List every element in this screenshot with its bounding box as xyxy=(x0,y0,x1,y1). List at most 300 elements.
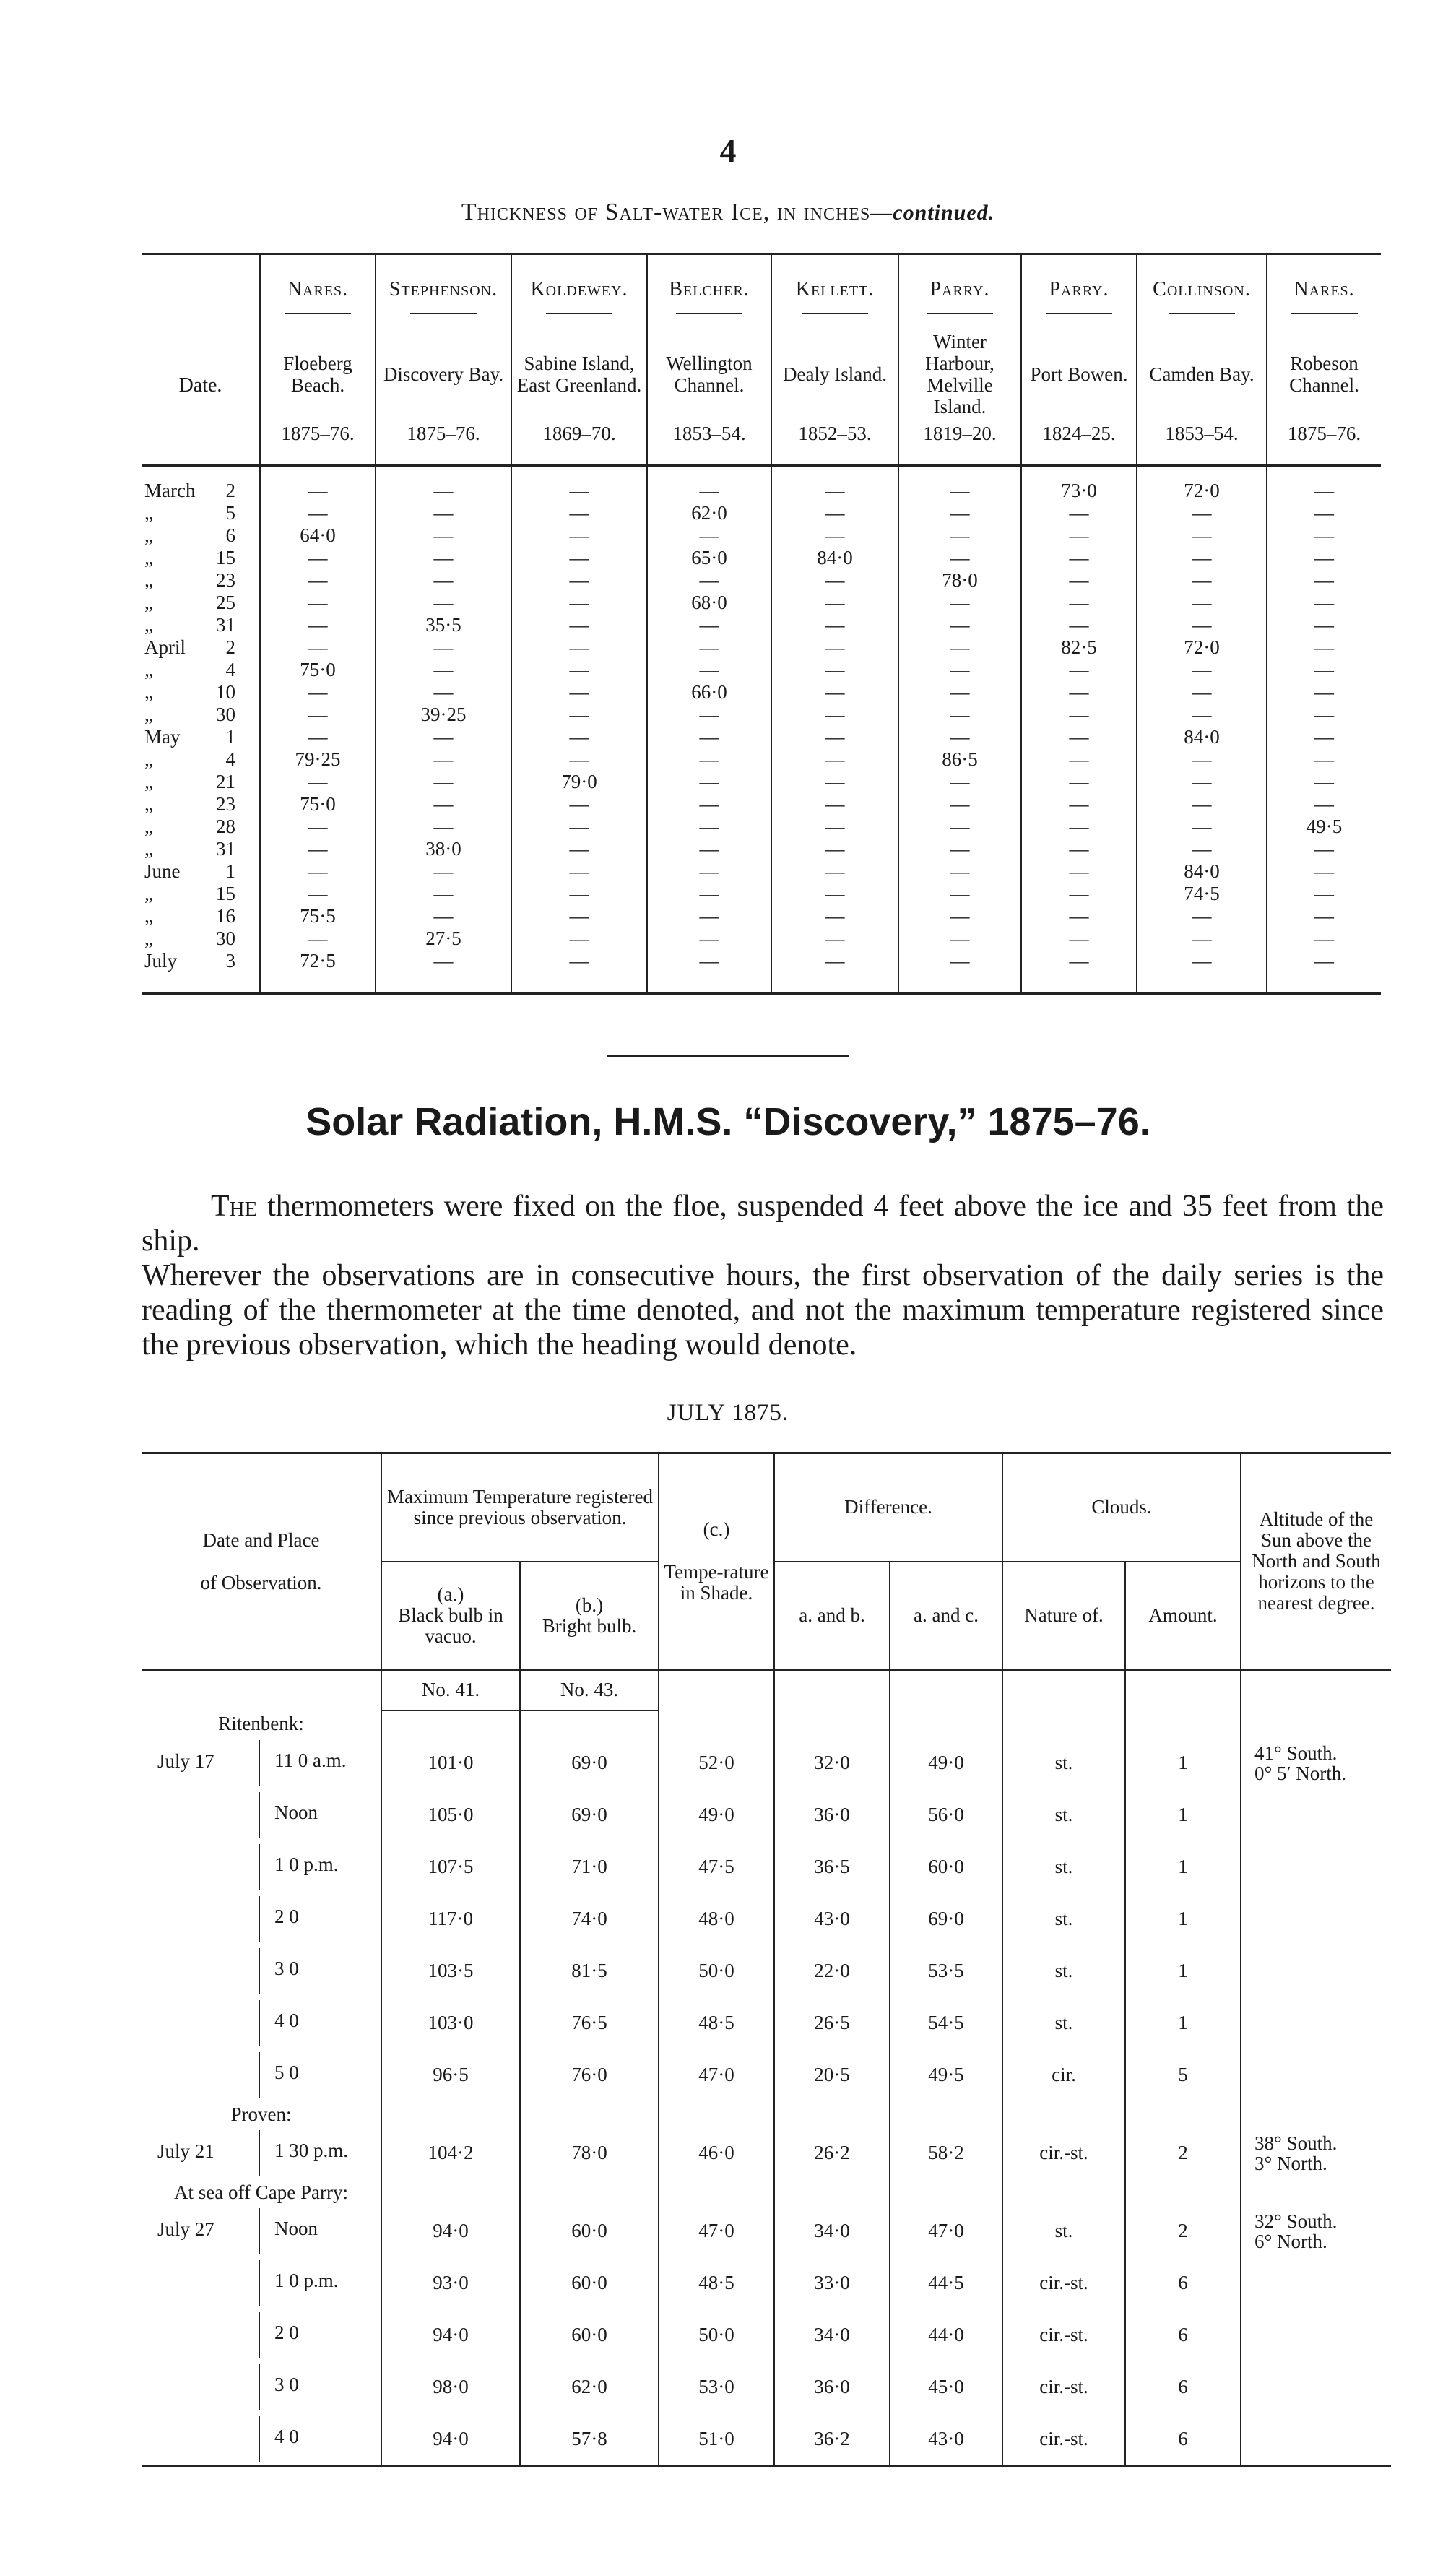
thickness-cell: — xyxy=(511,592,647,614)
value-cell-ab: 36·0 xyxy=(774,1789,890,1841)
value-cell-a: 117·0 xyxy=(381,1893,520,1945)
thickness-cell: — xyxy=(898,950,1021,994)
observer-years: 1869–70. xyxy=(542,423,616,444)
thickness-cell: 79·0 xyxy=(511,771,647,793)
observer-location xyxy=(376,331,511,418)
date-column-header xyxy=(142,254,260,466)
thickness-cell: — xyxy=(511,659,647,681)
thickness-cell: — xyxy=(511,860,647,883)
diff-ab-header: a. and b. xyxy=(774,1562,890,1670)
observer-name: Belcher. xyxy=(669,278,750,300)
thickness-cell: — xyxy=(1267,466,1381,503)
date-cell xyxy=(142,883,260,905)
thickness-cell: — xyxy=(898,816,1021,838)
thickness-cell: 84·0 xyxy=(1137,860,1267,883)
value-cell-amount: 1 xyxy=(1125,1841,1241,1893)
thickness-cell: — xyxy=(1021,524,1137,547)
value-cell-c: 48·5 xyxy=(659,1997,774,2049)
value-cell-nature: st. xyxy=(1002,1789,1125,1841)
value-cell-ab: 33·0 xyxy=(774,2257,890,2309)
thickness-cell: — xyxy=(1267,927,1381,950)
thickness-cell: — xyxy=(511,816,647,838)
thickness-cell: — xyxy=(376,466,511,503)
place-row xyxy=(142,2101,1391,2127)
value-cell-c: 51·0 xyxy=(659,2413,774,2467)
thickness-cell: — xyxy=(898,883,1021,905)
thickness-cell: — xyxy=(1267,502,1381,524)
date-month: June xyxy=(144,860,181,882)
thickness-cell: — xyxy=(1021,502,1137,524)
page-number: 4 xyxy=(719,132,737,169)
thickness-cell: — xyxy=(376,524,511,547)
row-time: 3 0 xyxy=(259,2364,299,2410)
value-cell-ac: 58·2 xyxy=(890,2127,1002,2179)
thickness-cell: 65·0 xyxy=(647,547,771,569)
date-cell xyxy=(142,466,260,503)
date-day: 21 xyxy=(216,771,235,792)
thickness-cell: — xyxy=(1137,614,1267,636)
date-month: April xyxy=(144,636,186,658)
location-text: Winter Harbour, Melville Island. xyxy=(925,331,994,418)
thickness-cell: — xyxy=(376,502,511,524)
thickness-cell: — xyxy=(771,883,898,905)
value-cell-ab: 26·2 xyxy=(774,2127,890,2179)
thickness-cell: — xyxy=(1267,771,1381,793)
instrument-b: No. 43. xyxy=(520,1670,659,1710)
thickness-cell: — xyxy=(1267,704,1381,726)
value-cell-ab: 36·0 xyxy=(774,2361,890,2413)
thickness-cell: — xyxy=(771,950,898,994)
black-bulb-header xyxy=(381,1562,520,1670)
date-day: 1 xyxy=(225,726,235,748)
date-month: March xyxy=(144,480,196,501)
date-cell xyxy=(142,704,260,726)
value-cell-a: 104·2 xyxy=(381,2127,520,2179)
row-time: 4 0 xyxy=(259,2416,299,2462)
table-row xyxy=(142,860,1381,883)
thickness-cell: — xyxy=(898,838,1021,860)
value-cell-amount: 1 xyxy=(1125,1789,1241,1841)
thickness-cell: — xyxy=(647,883,771,905)
date-time-cell xyxy=(142,2361,381,2413)
thickness-cell: — xyxy=(376,950,511,994)
date-day: 31 xyxy=(216,614,235,636)
date-day: 15 xyxy=(216,547,235,568)
instrument-a: No. 41. xyxy=(381,1670,520,1710)
thickness-cell: — xyxy=(1137,816,1267,838)
row-time: 1 0 p.m. xyxy=(259,1844,339,1890)
thickness-cell: — xyxy=(1021,816,1137,838)
date-cell xyxy=(142,614,260,636)
thickness-cell: — xyxy=(647,748,771,771)
value-cell-nature: st. xyxy=(1002,1997,1125,2049)
thickness-cell: — xyxy=(260,838,376,860)
date-month: „ xyxy=(144,748,153,770)
thickness-cell: — xyxy=(771,793,898,816)
table-row xyxy=(142,1893,1391,1945)
date-month: „ xyxy=(144,659,153,680)
thickness-cell: — xyxy=(260,466,376,503)
row-date: July 17 xyxy=(157,1749,214,1772)
thickness-cell: 84·0 xyxy=(1137,726,1267,748)
table-row xyxy=(142,950,1381,994)
thickness-cell: — xyxy=(260,502,376,524)
thickness-cell: 84·0 xyxy=(771,547,898,569)
section-separator xyxy=(607,1055,849,1057)
month-heading: JULY 1875. xyxy=(667,1400,789,1426)
date-month: „ xyxy=(144,592,153,613)
thickness-cell: — xyxy=(260,547,376,569)
thickness-cell: — xyxy=(771,659,898,681)
value-cell-amount: 6 xyxy=(1125,2309,1241,2361)
thickness-cell: — xyxy=(260,592,376,614)
value-cell-a: 94·0 xyxy=(381,2413,520,2467)
thickness-cell: — xyxy=(1137,838,1267,860)
shade-temp-header xyxy=(659,1453,774,1670)
thickness-cell: — xyxy=(1267,592,1381,614)
thickness-cell: 73·0 xyxy=(1021,466,1137,503)
row-time: 11 0 a.m. xyxy=(259,1740,346,1786)
value-cell-ac: 60·0 xyxy=(890,1841,1002,1893)
date-month: May xyxy=(144,726,181,748)
header-rule xyxy=(546,313,612,314)
thickness-cell: — xyxy=(1021,793,1137,816)
thickness-cell: — xyxy=(1267,883,1381,905)
thickness-cell: — xyxy=(898,704,1021,726)
date-day: 23 xyxy=(216,793,235,815)
thickness-cell: 82·5 xyxy=(1021,636,1137,659)
observer-column-header xyxy=(771,254,898,466)
thickness-cell: — xyxy=(376,771,511,793)
thickness-cell: — xyxy=(898,793,1021,816)
thickness-cell: — xyxy=(511,547,647,569)
date-cell xyxy=(142,950,260,994)
header-rule xyxy=(676,313,742,314)
header-rule xyxy=(285,313,351,314)
thickness-cell: — xyxy=(511,502,647,524)
paragraph-2-text: Wherever the observations are in consecutive hours, the first observation of the daily series is the reading of the thermometer at the time denoted, and not the maximum temperature registered since the previous observation, which the heading would denote. xyxy=(142,1259,1384,1362)
thickness-cell: — xyxy=(1267,950,1381,994)
date-day: 4 xyxy=(225,659,235,680)
observer-name: Collinson. xyxy=(1153,278,1251,300)
table-row xyxy=(142,927,1381,950)
date-time-cell xyxy=(142,2257,381,2309)
date-day: 1 xyxy=(225,860,235,882)
date-cell xyxy=(142,592,260,614)
observer-location xyxy=(1138,331,1266,418)
altitude-line: 6° North. xyxy=(1254,2230,1327,2252)
value-cell-a: 105·0 xyxy=(381,1789,520,1841)
thickness-cell: — xyxy=(1267,793,1381,816)
table-row xyxy=(142,1945,1391,1997)
thickness-cell: — xyxy=(898,771,1021,793)
date-header-label: Date. xyxy=(178,374,222,397)
thickness-cell: — xyxy=(376,793,511,816)
thickness-cell: — xyxy=(1021,659,1137,681)
table-row xyxy=(142,614,1381,636)
diff-ac-header: a. and c. xyxy=(890,1562,1002,1670)
value-cell-ac: 49·0 xyxy=(890,1737,1002,1789)
observer-column-header xyxy=(260,254,376,466)
bright-bulb-header xyxy=(520,1562,659,1670)
value-cell-nature: st. xyxy=(1002,1945,1125,1997)
date-time-cell xyxy=(142,2413,381,2467)
thickness-cell: 49·5 xyxy=(1267,816,1381,838)
thickness-cell: — xyxy=(647,569,771,592)
thickness-cell: — xyxy=(1021,860,1137,883)
row-time: 4 0 xyxy=(259,2000,299,2046)
thickness-cell: — xyxy=(260,726,376,748)
max-temp-header: Maximum Temperature registered since previous observation. xyxy=(381,1453,659,1562)
thickness-cell: — xyxy=(771,838,898,860)
thickness-cell: — xyxy=(1267,726,1381,748)
value-cell-b: 71·0 xyxy=(520,1841,659,1893)
table-row xyxy=(142,524,1381,547)
thickness-cell: — xyxy=(260,771,376,793)
thickness-cell: — xyxy=(511,793,647,816)
thickness-cell: 38·0 xyxy=(376,838,511,860)
thickness-cell: — xyxy=(511,636,647,659)
thickness-cell: — xyxy=(376,592,511,614)
value-cell-b: 81·5 xyxy=(520,1945,659,1997)
value-cell-ab: 22·0 xyxy=(774,1945,890,1997)
observer-column-header xyxy=(1267,254,1381,466)
value-cell-nature: st. xyxy=(1002,2205,1125,2257)
thickness-cell: — xyxy=(771,726,898,748)
value-cell-b: 74·0 xyxy=(520,1893,659,1945)
thickness-cell: — xyxy=(511,614,647,636)
value-cell-ab: 36·5 xyxy=(774,1841,890,1893)
thickness-cell: — xyxy=(771,636,898,659)
value-cell-b: 78·0 xyxy=(520,2127,659,2179)
thickness-cell: — xyxy=(771,524,898,547)
observer-years: 1875–76. xyxy=(407,423,480,444)
thickness-cell: — xyxy=(647,704,771,726)
value-cell-ac: 43·0 xyxy=(890,2413,1002,2467)
thickness-cell: — xyxy=(376,659,511,681)
date-day: 10 xyxy=(216,681,235,703)
table-row xyxy=(142,1841,1391,1893)
c-desc: Tempe-rature in Shade. xyxy=(664,1561,769,1604)
altitude-cell xyxy=(1241,1789,1391,1841)
thickness-cell: — xyxy=(771,502,898,524)
table-row xyxy=(142,883,1381,905)
table1-title-suffix: —continued. xyxy=(870,201,995,225)
location-text: Dealy Island. xyxy=(783,363,887,385)
thickness-cell: — xyxy=(1137,950,1267,994)
date-time-cell xyxy=(142,2309,381,2361)
value-cell-b: 60·0 xyxy=(520,2309,659,2361)
thickness-cell: — xyxy=(1021,569,1137,592)
value-cell-a: 103·0 xyxy=(381,1997,520,2049)
clouds-amount-header: Amount. xyxy=(1125,1562,1241,1670)
thickness-cell: — xyxy=(511,681,647,704)
thickness-cell: 75·0 xyxy=(260,793,376,816)
thickness-cell: — xyxy=(1021,771,1137,793)
thickness-cell: 39·25 xyxy=(376,704,511,726)
b-desc: Bright bulb. xyxy=(542,1614,637,1637)
thickness-cell: — xyxy=(647,816,771,838)
date-day: 25 xyxy=(216,592,235,613)
value-cell-a: 107·5 xyxy=(381,1841,520,1893)
observer-location xyxy=(648,331,771,418)
table-row xyxy=(142,816,1381,838)
thickness-cell: — xyxy=(1021,592,1137,614)
thickness-cell: 79·25 xyxy=(260,748,376,771)
date-day: 4 xyxy=(225,748,235,770)
thickness-cell: 62·0 xyxy=(647,502,771,524)
location-text: Floeberg Beach. xyxy=(283,352,352,396)
table-row xyxy=(142,748,1381,771)
value-cell-a: 94·0 xyxy=(381,2309,520,2361)
date-cell xyxy=(142,726,260,748)
date-day: 6 xyxy=(225,524,235,546)
date-cell xyxy=(142,927,260,950)
header-rule xyxy=(927,313,993,314)
thickness-cell: 75·5 xyxy=(260,905,376,927)
thickness-cell: — xyxy=(1267,614,1381,636)
value-cell-c: 47·0 xyxy=(659,2049,774,2101)
value-cell-b: 60·0 xyxy=(520,2205,659,2257)
thickness-cell: — xyxy=(1137,502,1267,524)
value-cell-ab: 20·5 xyxy=(774,2049,890,2101)
value-cell-b: 69·0 xyxy=(520,1737,659,1789)
thickness-cell: — xyxy=(898,592,1021,614)
value-cell-ac: 44·0 xyxy=(890,2309,1002,2361)
thickness-cell: — xyxy=(1267,569,1381,592)
altitude-cell xyxy=(1241,1997,1391,2049)
thickness-cell: — xyxy=(1137,681,1267,704)
thickness-cell: — xyxy=(1137,748,1267,771)
date-day: 31 xyxy=(216,838,235,860)
observer-name: Parry. xyxy=(930,278,990,300)
location-text: Robeson Channel. xyxy=(1289,352,1359,396)
thickness-cell: — xyxy=(1267,547,1381,569)
value-cell-c: 48·5 xyxy=(659,2257,774,2309)
thickness-cell: — xyxy=(771,704,898,726)
value-cell-nature: cir. xyxy=(1002,2049,1125,2101)
thickness-cell: — xyxy=(511,748,647,771)
altitude-line: 3° North. xyxy=(1254,2152,1327,2174)
altitude-cell xyxy=(1241,2361,1391,2413)
thickness-cell: — xyxy=(511,927,647,950)
value-cell-ab: 43·0 xyxy=(774,1893,890,1945)
value-cell-a: 93·0 xyxy=(381,2257,520,2309)
thickness-cell: — xyxy=(1137,704,1267,726)
thickness-cell: — xyxy=(1267,659,1381,681)
date-time-cell xyxy=(142,1945,381,1997)
thickness-cell: — xyxy=(260,816,376,838)
thickness-cell: — xyxy=(260,704,376,726)
table1-title xyxy=(0,199,1456,226)
value-cell-amount: 1 xyxy=(1125,1945,1241,1997)
observer-name: Kellett. xyxy=(795,278,875,300)
location-text: Sabine Island, East Greenland. xyxy=(516,352,642,396)
paragraph-2 xyxy=(142,1258,1384,1362)
table-row xyxy=(142,466,1381,503)
thickness-cell: — xyxy=(260,883,376,905)
thickness-cell: — xyxy=(647,636,771,659)
a-label: (a.) xyxy=(437,1583,464,1605)
thickness-cell: — xyxy=(647,614,771,636)
paragraph-1-lead: The xyxy=(211,1190,258,1223)
thickness-cell: — xyxy=(1021,927,1137,950)
thickness-cell: — xyxy=(376,860,511,883)
thickness-cell: — xyxy=(898,547,1021,569)
table-row xyxy=(142,2127,1391,2179)
thickness-cell: — xyxy=(898,636,1021,659)
date-month: „ xyxy=(144,793,153,815)
table-row xyxy=(142,569,1381,592)
observer-column-header xyxy=(898,254,1021,466)
header-rule xyxy=(410,313,477,314)
date-time-cell xyxy=(142,1841,381,1893)
value-cell-nature: cir.-st. xyxy=(1002,2413,1125,2467)
observer-name: Parry. xyxy=(1049,278,1109,300)
altitude-cell xyxy=(1241,2049,1391,2101)
date-month: „ xyxy=(144,838,153,860)
thickness-cell: — xyxy=(1267,905,1381,927)
date-time-cell xyxy=(142,2127,381,2179)
altitude-cell xyxy=(1241,2205,1391,2257)
clouds-header: Clouds. xyxy=(1002,1453,1241,1562)
value-cell-c: 46·0 xyxy=(659,2127,774,2179)
thickness-cell: — xyxy=(647,726,771,748)
table1-title-main: Thickness of Salt-water Ice, in inches xyxy=(461,199,871,225)
thickness-cell: — xyxy=(771,681,898,704)
date-month: „ xyxy=(144,927,153,949)
thickness-cell: — xyxy=(1267,838,1381,860)
value-cell-nature: cir.-st. xyxy=(1002,2361,1125,2413)
value-cell-c: 49·0 xyxy=(659,1789,774,1841)
date-month: „ xyxy=(144,547,153,568)
difference-header: Difference. xyxy=(774,1453,1002,1562)
header-rule xyxy=(1169,313,1235,314)
value-cell-a: 94·0 xyxy=(381,2205,520,2257)
date-day: 30 xyxy=(216,704,235,725)
location-text: Discovery Bay. xyxy=(383,363,504,385)
thickness-cell: — xyxy=(771,569,898,592)
thickness-cell: — xyxy=(771,466,898,503)
thickness-cell: — xyxy=(511,883,647,905)
thickness-cell: — xyxy=(647,524,771,547)
thickness-cell: — xyxy=(1137,927,1267,950)
table-row xyxy=(142,905,1381,927)
date-day: 3 xyxy=(225,950,235,972)
thickness-cell: — xyxy=(511,726,647,748)
thickness-cell: 64·0 xyxy=(260,524,376,547)
thickness-cell: — xyxy=(647,466,771,503)
thickness-cell: — xyxy=(511,466,647,503)
value-cell-ab: 32·0 xyxy=(774,1737,890,1789)
place-row xyxy=(142,1710,1391,1737)
row-time: Noon xyxy=(259,2208,318,2254)
row-time: 2 0 xyxy=(259,1896,299,1942)
date-time-cell xyxy=(142,2049,381,2101)
date-cell xyxy=(142,838,260,860)
thickness-cell: — xyxy=(376,883,511,905)
thickness-cell: 86·5 xyxy=(898,748,1021,771)
thickness-cell: — xyxy=(898,681,1021,704)
thickness-cell: — xyxy=(1137,524,1267,547)
observer-location xyxy=(1268,331,1381,418)
date-day: 23 xyxy=(216,569,235,591)
value-cell-nature: st. xyxy=(1002,1737,1125,1789)
value-cell-c: 47·0 xyxy=(659,2205,774,2257)
header-rule xyxy=(1046,313,1112,314)
thickness-cell: — xyxy=(771,748,898,771)
date-cell xyxy=(142,905,260,927)
